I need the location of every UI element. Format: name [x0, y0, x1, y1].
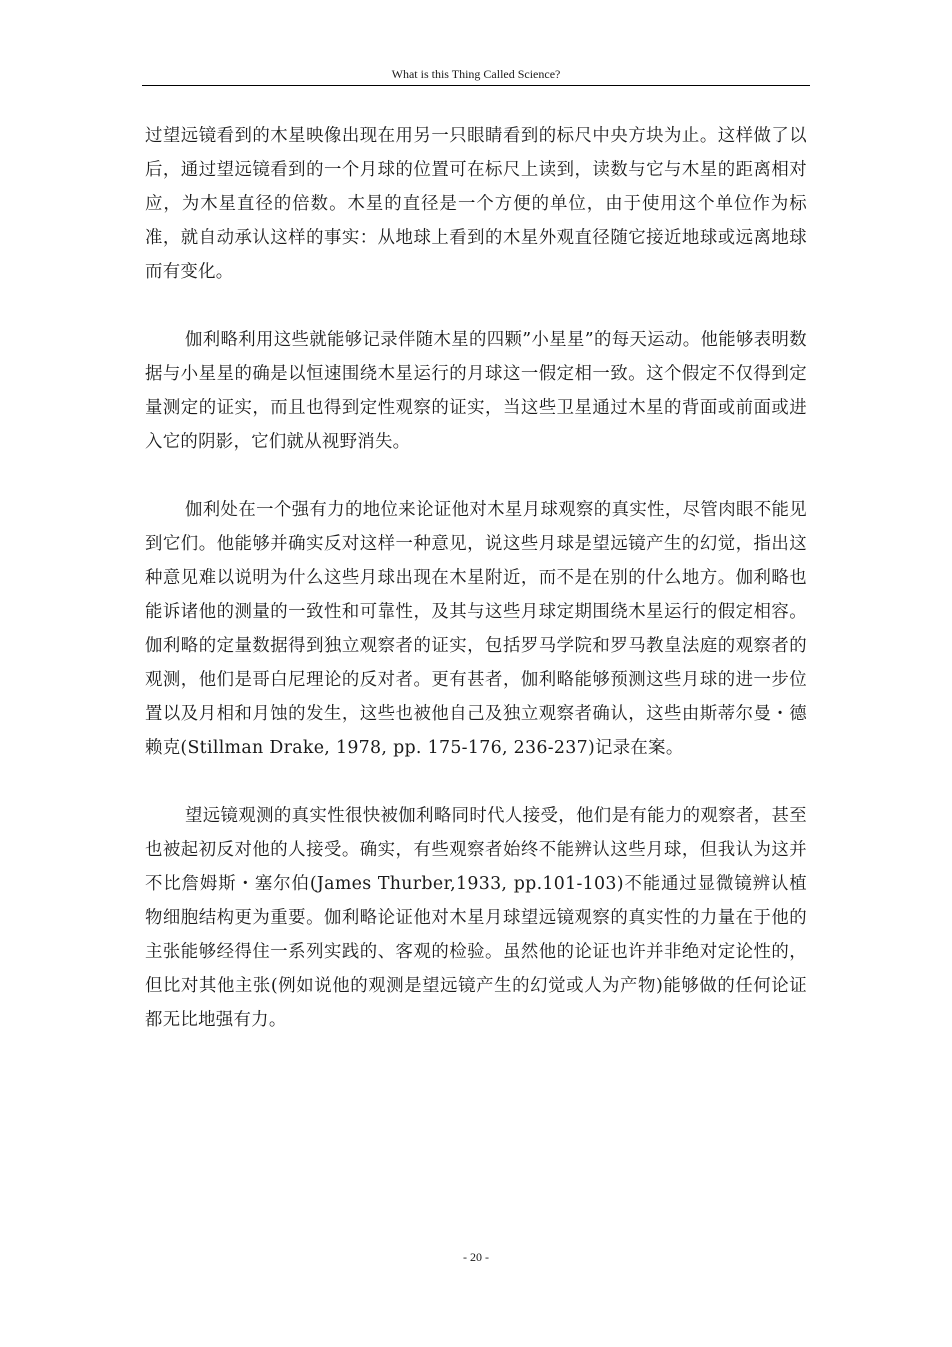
running-header: What is this Thing Called Science? [391, 67, 561, 81]
paragraph-1: 过望远镜看到的木星映像出现在用另一只眼睛看到的标尺中央方块为止。这样做了以后，通过望远镜看到的一个月球的位置可在标尺上读到，读数与它与木星的距离相对应，为木星直径的倍数。木星的直径是一个方便的单位，由于使用这个单位作为标准，就自动承认这样的事实：从地球上看到的木星外观直径随它接近地球或远离地球而有变化。 [145, 126, 807, 282]
page-body [145, 119, 807, 1071]
paragraph-2: 伽利略利用这些就能够记录伴随木星的四颗”小星星”的每天运动。他能够表明数据与小星星的确是以恒速围绕木星运行的月球这一假定相一致。这个假定不仅得到定量测定的证实，而且也得到定性观察的证实，当这些卫星通过木星的背面或前面或进入它的阴影，它们就从视野消失。 [145, 330, 807, 452]
header-rule [142, 85, 810, 86]
paragraph-3: 伽利处在一个强有力的地位来论证他对木星月球观察的真实性，尽管肉眼不能见到它们。他能够并确实反对这样一种意见，说这些月球是望远镜产生的幻觉，指出这种意见难以说明为什么这些月球出现在木星附近，而不是在别的什么地方。伽利略也能诉诸他的测量的一致性和可靠性，及其与这些月球定期围绕木星运行的假定相容。伽利略的定量数据得到独立观察者的证实，包括罗马学院和罗马教皇法庭的观察者的观测，他们是哥白尼理论的反对者。更有甚者，伽利略能够预测这些月球的进一步位置以及月相和月蚀的发生，这些也被他自己及独立观察者确认，这些由斯蒂尔曼・德赖克(Stillman Drake, 1978, pp. 175-176, 236-237)记录在案。 [145, 500, 807, 758]
page-number: - 20 - [463, 1250, 489, 1264]
paragraph-4: 望远镜观测的真实性很快被伽利略同时代人接受，他们是有能力的观察者，甚至也被起初反对他的人接受。确实，有些观察者始终不能辨认这些月球，但我认为这并不比詹姆斯・塞尔伯(James Thurber,1933, pp.101-103)不能通过显微镜辨认植物细胞结构更为重要。伽利略论证他对木星月球望远镜观察的真实性的力量在于他的主张能够经得住一系列实践的、客观的检验。虽然他的论证也许并非绝对定论性的，但比对其他主张(例如说他的观测是望远镜产生的幻觉或人为产物)能够做的任何论证都无比地强有力。 [145, 806, 807, 1030]
